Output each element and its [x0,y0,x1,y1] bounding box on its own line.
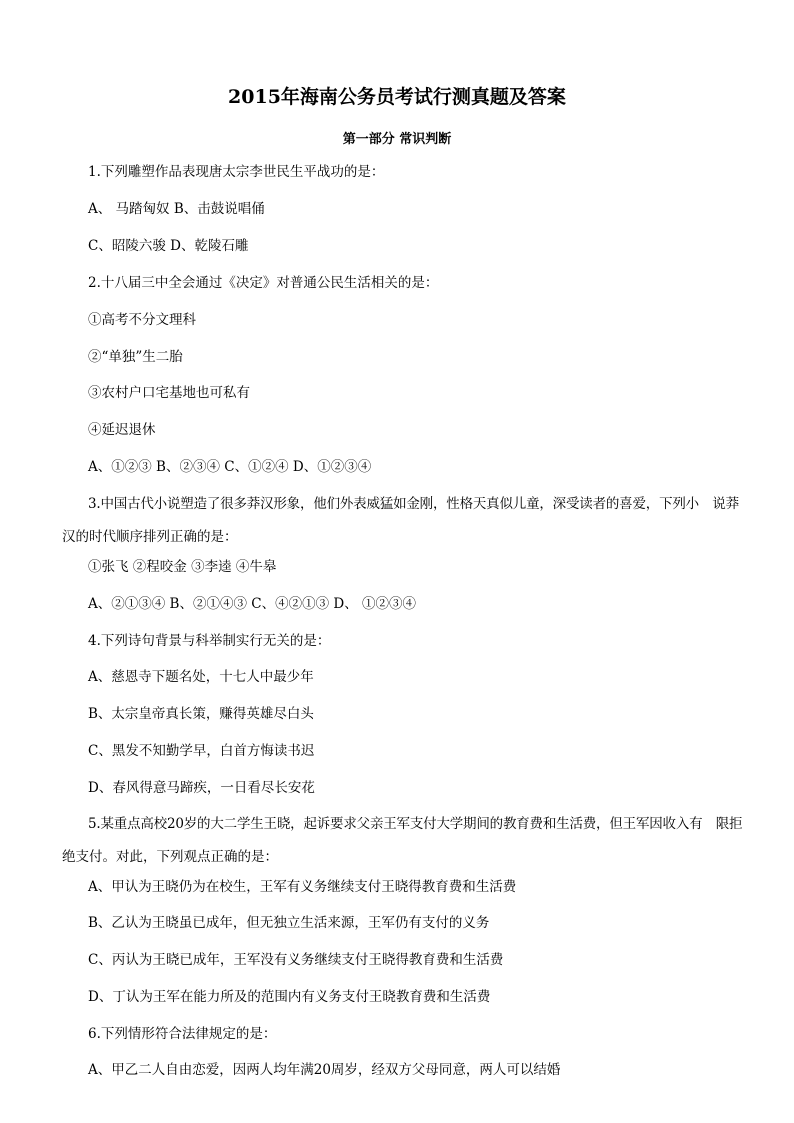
q2-item-4: ④延迟退休 [88,422,156,438]
document-title: 2015年海南公务员考试行测真题及答案 [228,86,566,108]
q3-items: ①张飞 ②程咬金 ③李逵 ④牛皋 [88,559,277,575]
question-5-continued: 绝支付。对此，下列观点正确的是： [62,849,278,865]
q4-option-a: A、慈恩寺下题名处，十七人中最少年 [88,669,314,685]
q5-option-c: C、丙认为王晓已成年，王军没有义务继续支付王晓得教育费和生活费 [88,952,504,968]
q5-option-a: A、甲认为王晓仍为在校生，王军有义务继续支付王晓得教育费和生活费 [88,879,517,895]
section-heading: 第一部分 常识判断 [342,132,452,147]
q5-option-b: B、乙认为王晓虽已成年，但无独立生活来源，王军仍有支付的义务 [88,915,490,931]
question-3: 3.中国古代小说塑造了很多莽汉形象，他们外表威猛如金刚，性格天真似儿童，深受读者的喜爱，下列小 说莽 [88,496,739,512]
q1-options-cd: C、昭陵六骏 D、乾陵石雕 [88,238,249,254]
q1-options-ab: A、 马踏匈奴 B、击鼓说唱俑 [88,201,265,217]
question-5: 5.某重点高校20岁的大二学生王晓，起诉要求父亲王军支付大学期间的教育费和生活费，但王军因收入有 限拒 [88,816,743,832]
q3-options: A、②①③④ B、②①④③ C、④②①③ D、 ①②③④ [88,596,416,612]
q4-option-b: B、太宗皇帝真长策，赚得英雄尽白头 [88,706,314,722]
q2-options: A、①②③ B、②③④ C、①②④ D、①②③④ [88,459,372,475]
question-6: 6.下列情形符合法律规定的是： [88,1026,277,1042]
question-4: 4.下列诗句背景与科举制实行无关的是： [88,633,331,649]
q6-option-a: A、甲乙二人自由恋爱，因两人均年满20周岁，经双方父母同意，两人可以结婚 [88,1062,561,1078]
q2-item-3: ③农村户口宅基地也可私有 [88,385,250,401]
question-1: 1.下列雕塑作品表现唐太宗李世民生平战功的是： [88,164,385,180]
q4-option-c: C、黑发不知勤学早，白首方悔读书迟 [88,743,315,759]
question-2: 2.十八届三中全会通过《决定》对普通公民生活相关的是： [88,275,439,291]
q4-option-d: D、春风得意马蹄疾，一日看尽长安花 [88,780,315,796]
q5-option-d: D、丁认为王军在能力所及的范围内有义务支付王晓教育费和生活费 [88,989,491,1005]
q2-item-1: ①高考不分文理科 [88,312,196,328]
question-3-continued: 汉的时代顺序排列正确的是： [62,529,238,545]
q2-item-2: ②“单独”生二胎 [88,349,183,365]
